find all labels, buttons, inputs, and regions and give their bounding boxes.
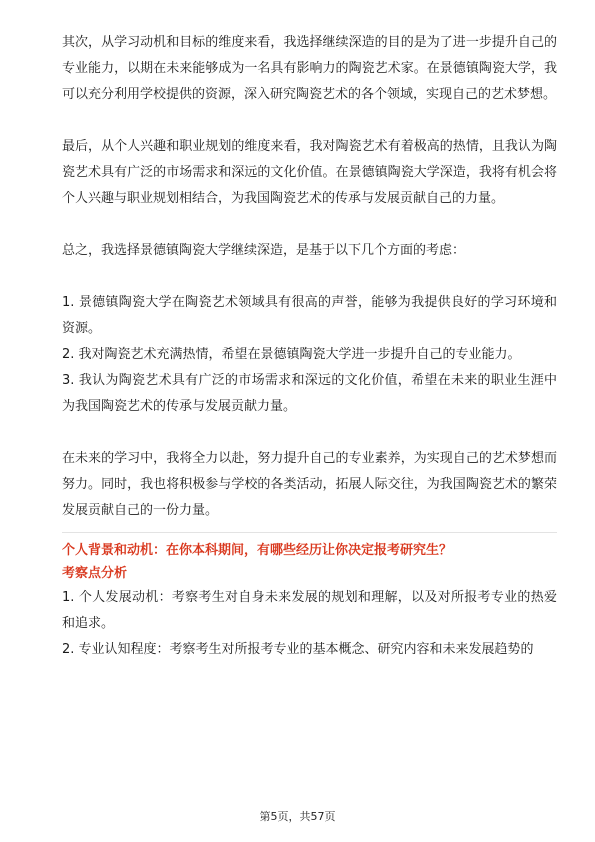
- reasons-list: [62, 290, 557, 420]
- list-item: 2. 专业认知程度：考察考生对所报考专业的基本概念、研究内容和未来发展趋势的: [62, 642, 534, 657]
- list-item: 3. 我认为陶瓷艺术具有广泛的市场需求和深远的文化价值，希望在未来的职业生涯中为我国陶瓷艺术的传承与发展贡献力量。: [62, 373, 557, 414]
- paragraph-gap: [62, 108, 557, 134]
- paragraph-motivation: 其次，从学习动机和目标的维度来看，我选择继续深造的目的是为了进一步提升自己的专业能力，以期在未来能够成为一名具有影响力的陶瓷艺术家。在景德镇陶瓷大学，我可以充分利用学校提供的资源，深入研究陶瓷艺术的各个领域，实现自己的艺术梦想。: [62, 35, 557, 102]
- list-item: 2. 我对陶瓷艺术充满热情，希望在景德镇陶瓷大学进一步提升自己的专业能力。: [62, 347, 521, 362]
- section-divider: [62, 532, 557, 533]
- paragraph-gap: [62, 420, 557, 446]
- paragraph-summary: 总之，我选择景德镇陶瓷大学继续深造，是基于以下几个方面的考虑：: [62, 243, 466, 258]
- list-item: 1. 个人发展动机：考察考生对自身未来发展的规划和理解，以及对所报考专业的热爱和追求。: [62, 590, 557, 631]
- page-footer: 第5页，共57页: [259, 810, 336, 823]
- paragraph-interest: 最后，从个人兴趣和职业规划的维度来看，我对陶瓷艺术有着极高的热情，且我认为陶瓷艺术具有广泛的市场需求和深远的文化价值。在景德镇陶瓷大学深造，我将有机会将个人兴趣与职业规划相结合，为我国陶瓷艺术的传承与发展贡献自己的力量。: [62, 139, 557, 206]
- interview-question: 个人背景和动机：在你本科期间，有哪些经历让你决定报考研究生？: [62, 543, 453, 558]
- list-item: 1. 景德镇陶瓷大学在陶瓷艺术领域具有很高的声誉，能够为我提供良好的学习环境和资源。: [62, 295, 557, 336]
- analysis-list: [62, 585, 557, 663]
- paragraph-gap: [62, 212, 557, 238]
- paragraph-future: 在未来的学习中，我将全力以赴，努力提升自己的专业素养，为实现自己的艺术梦想而努力。同时，我也将积极参与学校的各类活动，拓展人际交往，为我国陶瓷艺术的繁荣发展贡献自己的一份力量。: [62, 451, 557, 518]
- paragraph-gap: [62, 264, 557, 290]
- document-page: [62, 30, 557, 663]
- analysis-heading: 考察点分析: [62, 566, 128, 581]
